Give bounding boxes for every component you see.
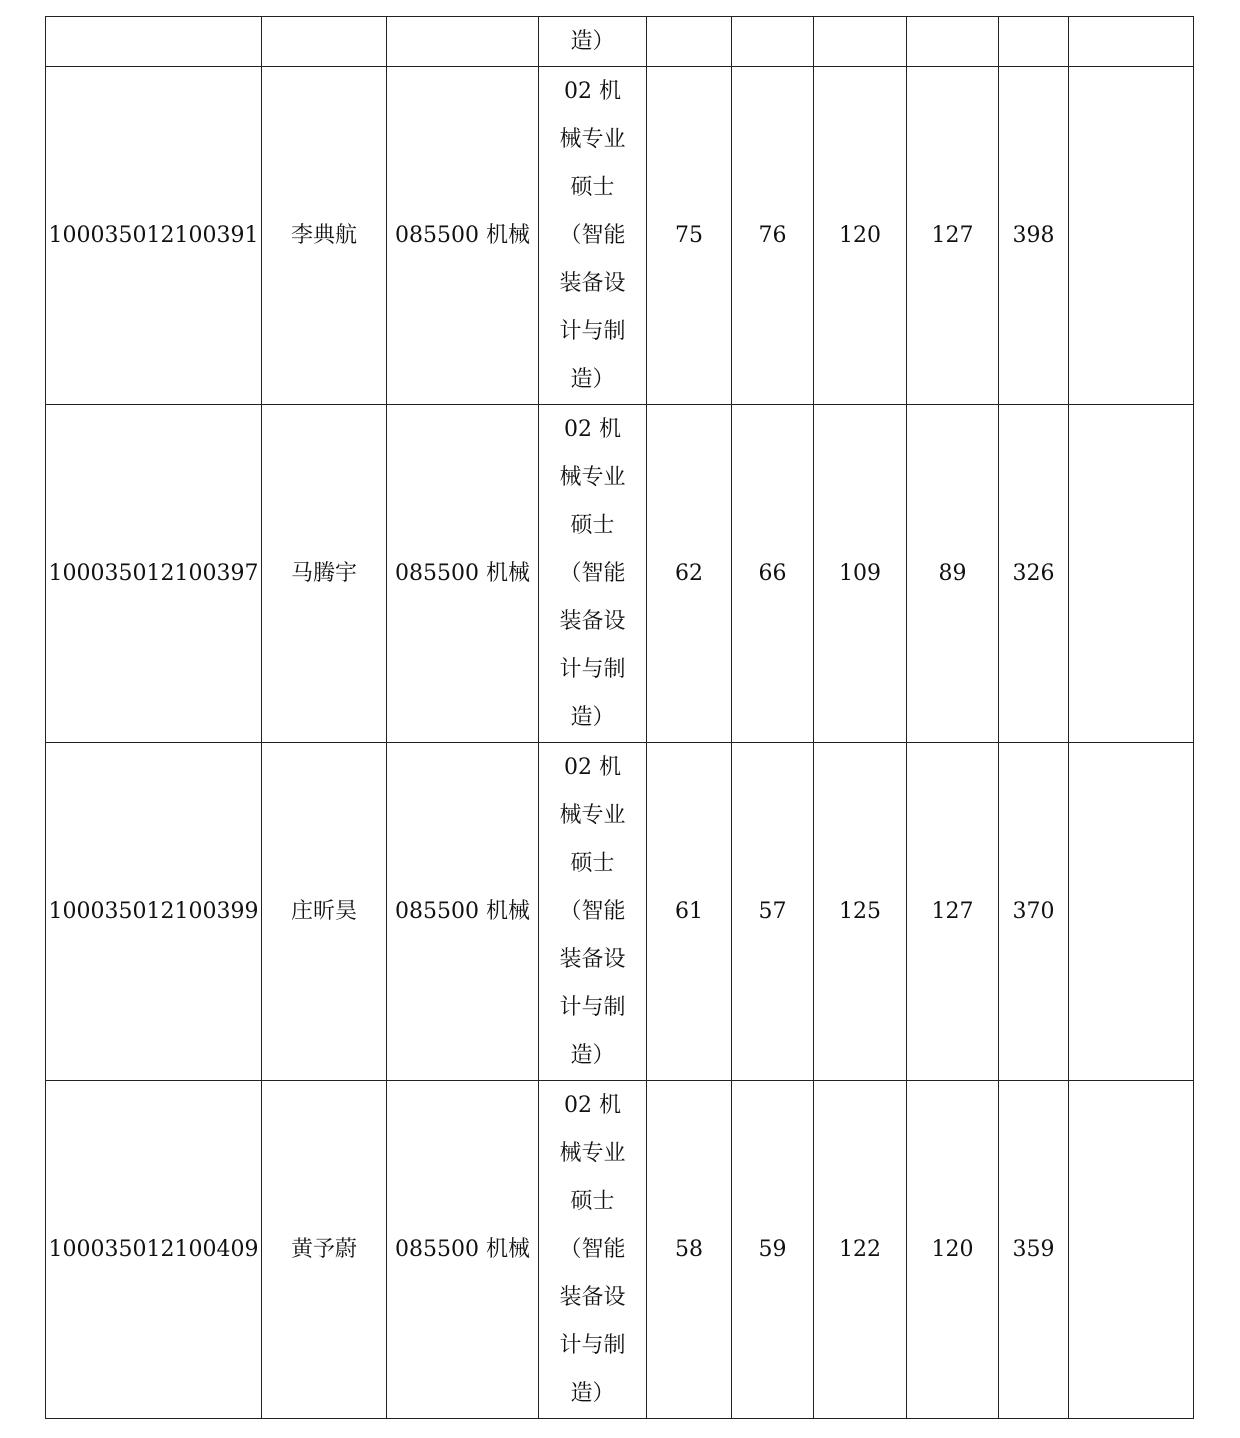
direction-line: 02 机	[564, 754, 621, 780]
name-cell: 李典航	[262, 67, 387, 405]
direction-line: 装备设	[559, 608, 626, 634]
name-cell: 马腾宇	[262, 405, 387, 743]
direction-line: （智能	[559, 1236, 626, 1262]
direction-cell	[539, 405, 647, 743]
exam-id-cell	[46, 17, 262, 67]
major-cell: 085500 机械	[387, 67, 539, 405]
name-cell	[262, 17, 387, 67]
direction-line: 计与制	[559, 656, 626, 682]
remark-cell	[1069, 743, 1194, 1081]
politics-score-cell	[647, 17, 732, 67]
english-score-cell	[732, 17, 814, 67]
professional-score-cell: 127	[907, 67, 999, 405]
direction-line: 械专业	[559, 1140, 626, 1166]
table-row	[46, 405, 1194, 743]
direction-cell: 造）	[539, 17, 647, 67]
politics-score-cell: 75	[647, 67, 732, 405]
exam-id-cell: 100035012100391	[46, 67, 262, 405]
total-score-cell: 370	[999, 743, 1069, 1081]
politics-score-cell: 62	[647, 405, 732, 743]
remark-cell	[1069, 405, 1194, 743]
direction-line: 造）	[570, 1380, 615, 1406]
total-score-cell: 398	[999, 67, 1069, 405]
remark-cell	[1069, 67, 1194, 405]
name-cell: 黄予蔚	[262, 1081, 387, 1419]
table-row-continued	[46, 17, 1194, 67]
major-cell: 085500 机械	[387, 743, 539, 1081]
english-score-cell: 66	[732, 405, 814, 743]
math-score-cell: 125	[814, 743, 907, 1081]
direction-line: （智能	[559, 898, 626, 924]
direction-line: 械专业	[559, 464, 626, 490]
direction-line: 造）	[570, 704, 615, 730]
total-score-cell: 359	[999, 1081, 1069, 1419]
score-table	[45, 16, 1194, 1419]
professional-score-cell: 89	[907, 405, 999, 743]
total-score-cell: 326	[999, 405, 1069, 743]
direction-line: 计与制	[559, 318, 626, 344]
direction-line: 造）	[570, 1042, 615, 1068]
remark-cell	[1069, 1081, 1194, 1419]
english-score-cell: 57	[732, 743, 814, 1081]
professional-score-cell: 127	[907, 743, 999, 1081]
direction-cell	[539, 743, 647, 1081]
table-row	[46, 1081, 1194, 1419]
table-row	[46, 67, 1194, 405]
direction-line: 02 机	[564, 416, 621, 442]
direction-line: 02 机	[564, 1092, 621, 1118]
total-score-cell	[999, 17, 1069, 67]
direction-line: 硕士	[570, 1188, 615, 1214]
major-cell	[387, 17, 539, 67]
exam-id-cell: 100035012100409	[46, 1081, 262, 1419]
direction-line: 02 机	[564, 78, 621, 104]
direction-line: 硕士	[570, 174, 615, 200]
remark-cell	[1069, 17, 1194, 67]
math-score-cell: 109	[814, 405, 907, 743]
direction-line: 计与制	[559, 994, 626, 1020]
politics-score-cell: 58	[647, 1081, 732, 1419]
direction-line: 械专业	[559, 126, 626, 152]
exam-id-cell: 100035012100399	[46, 743, 262, 1081]
english-score-cell: 59	[732, 1081, 814, 1419]
professional-score-cell	[907, 17, 999, 67]
major-cell: 085500 机械	[387, 1081, 539, 1419]
direction-line: 装备设	[559, 946, 626, 972]
direction-line: 装备设	[559, 270, 626, 296]
direction-line: 装备设	[559, 1284, 626, 1310]
direction-line: 械专业	[559, 802, 626, 828]
math-score-cell	[814, 17, 907, 67]
direction-line: 计与制	[559, 1332, 626, 1358]
politics-score-cell: 61	[647, 743, 732, 1081]
direction-line: （智能	[559, 560, 626, 586]
professional-score-cell: 120	[907, 1081, 999, 1419]
math-score-cell: 120	[814, 67, 907, 405]
direction-cell	[539, 67, 647, 405]
name-cell: 庄昕昊	[262, 743, 387, 1081]
direction-line: 硕士	[570, 850, 615, 876]
table-row	[46, 743, 1194, 1081]
direction-cell	[539, 1081, 647, 1419]
math-score-cell: 122	[814, 1081, 907, 1419]
exam-id-cell: 100035012100397	[46, 405, 262, 743]
major-cell: 085500 机械	[387, 405, 539, 743]
english-score-cell: 76	[732, 67, 814, 405]
direction-line: （智能	[559, 222, 626, 248]
direction-line: 造）	[570, 366, 615, 392]
direction-line: 硕士	[570, 512, 615, 538]
